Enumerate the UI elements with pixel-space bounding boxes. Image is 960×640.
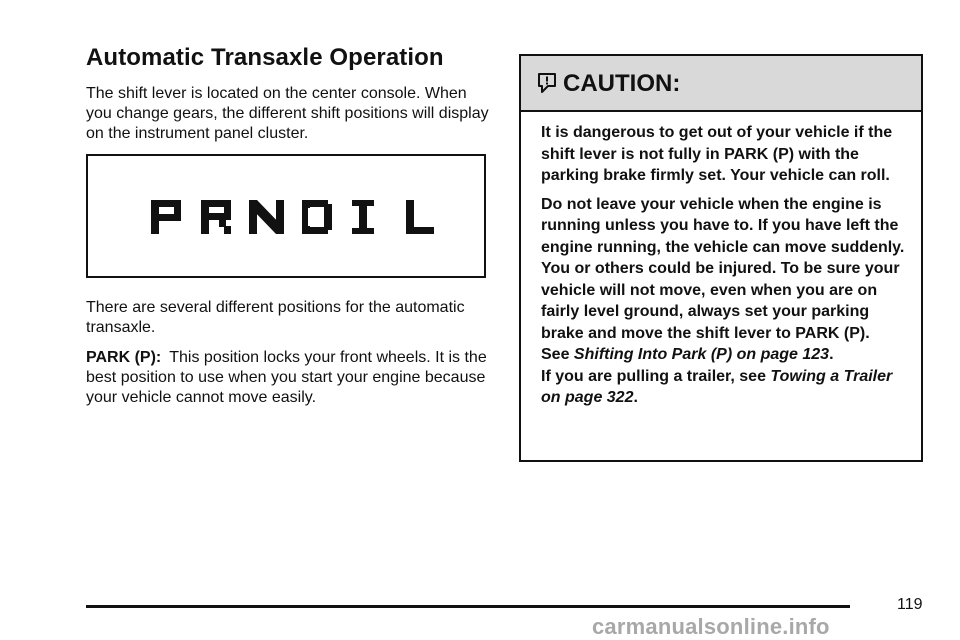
gear-letter-n: [249, 200, 284, 234]
gear-letter-r: [201, 200, 231, 234]
caution-body: [541, 122, 911, 416]
gear-indicator-illustration: [86, 154, 486, 278]
gear-letter-p: [151, 200, 181, 234]
park-paragraph: [86, 348, 496, 408]
see-suffix: .: [829, 346, 834, 363]
see-prefix: See: [541, 346, 570, 363]
caution-paragraph-1: It is dangerous to get out of your vehicle if the shift lever is not fully in PARK (P) with the parking brake firmly set. Your vehicle can roll.: [541, 124, 893, 184]
caution-icon: [537, 72, 557, 94]
caution-box: [519, 54, 923, 462]
caution-header: [521, 56, 921, 112]
positions-paragraph: There are several different positions for the automatic transaxle.: [86, 299, 465, 336]
park-description: This position locks your front wheels. It is the best position to use when you start your engine because your vehicle cannot move easily.: [86, 349, 487, 406]
trailer-suffix: .: [633, 389, 638, 406]
gear-letter-l: [406, 200, 434, 234]
park-term: PARK (P):: [86, 349, 162, 366]
watermark: carmanualsonline.info: [592, 614, 830, 639]
gear-letter-d: [302, 200, 332, 234]
section-title: Automatic Transaxle Operation: [86, 44, 444, 71]
shift-into-park-reference: Shifting Into Park (P) on page 123: [573, 346, 830, 363]
page-number: 119: [897, 596, 923, 613]
intro-paragraph: The shift lever is located on the center console. When you change gears, the different shift positions will display on the instrument panel cluster.: [86, 85, 489, 142]
footer-rule: [86, 605, 850, 608]
caution-title: CAUTION:: [563, 70, 681, 97]
gear-indicator-graphic: [88, 156, 484, 276]
caution-paragraph-2-text: Do not leave your vehicle when the engine is running unless you have to. If you have left the engine running, the vehicle can move suddenly. You or others could be injured. To be sure your vehicle will not move, even when you are on fairly level ground, always set your parking brake and move the shift lever to PARK (P).: [541, 195, 905, 342]
trailer-prefix: If you are pulling a trailer, see: [541, 367, 766, 385]
gear-letter-i: [352, 200, 374, 234]
towing-trailer-reference: Towing a Trailer on page 322: [541, 367, 893, 406]
caution-paragraph-2: [541, 194, 911, 409]
